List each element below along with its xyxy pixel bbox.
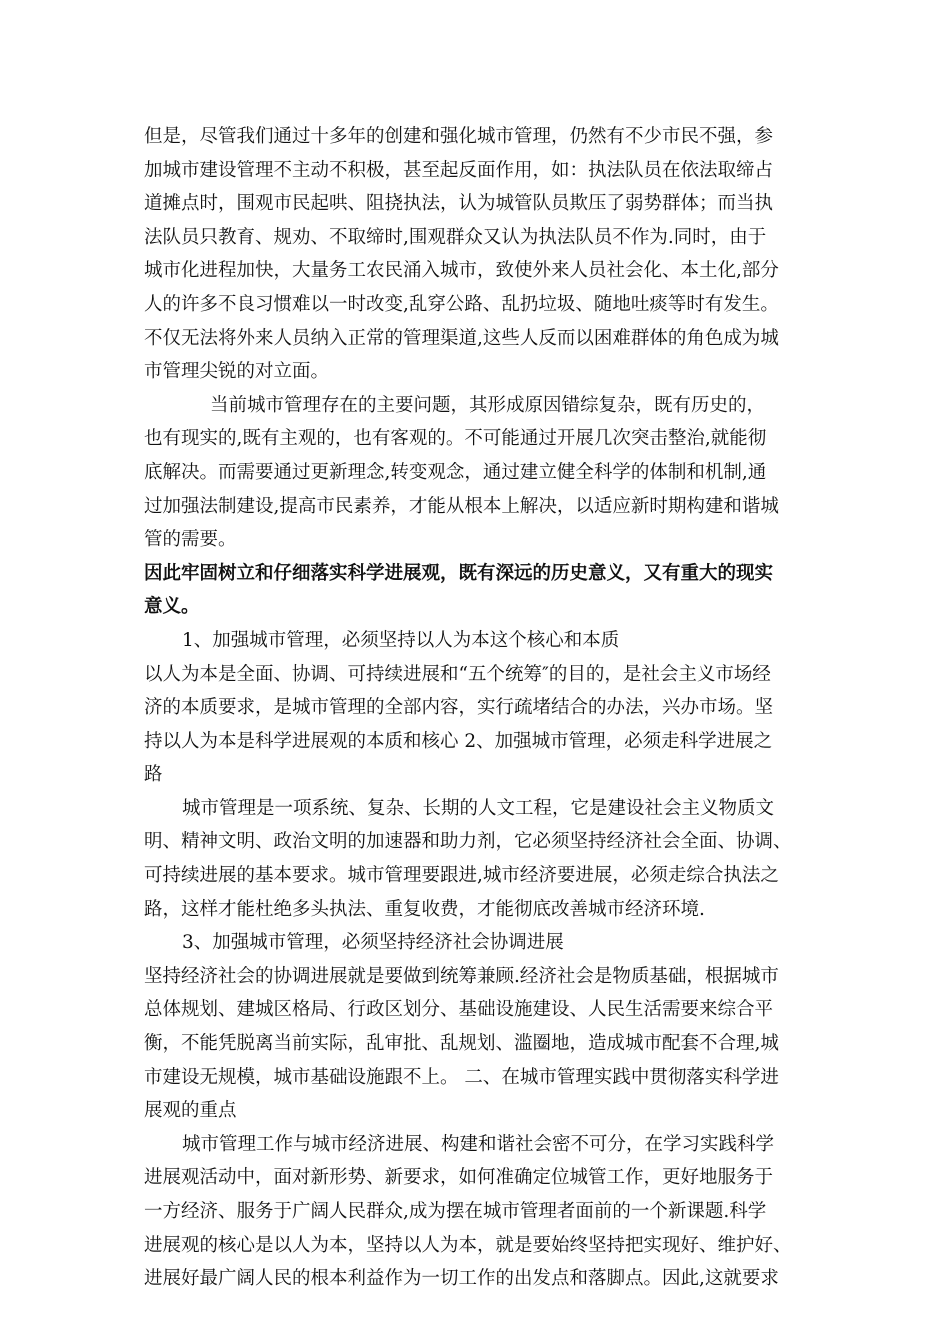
text-line: 一方经济、服务于广阔人民群众,成为摆在城市管理者面前的一个新课题.科学 [144, 1201, 767, 1222]
text-line: 济的本质要求，是城市管理的全部内容，实行疏堵结合的办法，兴办市场。坚 [144, 697, 774, 719]
text-line: 城市管理是一项系统、复杂、长期的人文工程，它是建设社会主义物质文 [182, 797, 775, 819]
bold-text-line: 意义。 [144, 596, 200, 618]
text-line: 城市管理工作与城市经济进展、构建和谐社会密不可分，在学习实践科学 [182, 1133, 775, 1155]
text-line: 路，这样才能杜绝多头执法、重复收费，才能彻底改善城市经济环境. [144, 898, 705, 920]
bold-text-line: 因此牢固树立和仔细落实科学进展观，既有深远的历史意义，又有重大的现实 [144, 562, 774, 584]
text-line: 进展好最广阔人民的根本利益作为一切工作的出发点和落脚点。因此,这就要求 [144, 1268, 779, 1290]
text-line: 以人为本是全面、协调、可持续进展和“五个统筹″的目的，是社会主义市场经 [144, 663, 771, 685]
text-line: 当前城市管理存在的主要问题，其形成原因错综复杂，既有历史的， [210, 394, 766, 416]
text-line: 明、精神文明、政治文明的加速器和助力剂，它必须坚持经济社会全面、协调、 [144, 831, 792, 853]
text-line: 市建设无规模，城市基础设施跟不上。 二、在城市管理实践中贯彻落实科学进 [144, 1066, 779, 1088]
document-body [144, 120, 824, 1296]
text-line: 进展观的核心是以人为本，坚持以人为本，就是要始终坚持把实现好、维护好、 [144, 1234, 792, 1256]
text-line: 可持续进展的基本要求。城市管理要跟进,城市经济要进展，必须走综合执法之 [144, 865, 779, 887]
text-line: 加城市建设管理不主动不积极，甚至起反面作用，如：执法队员在依法取缔占 [144, 159, 774, 181]
text-line: 1、加强城市管理，必须坚持以人为本这个核心和本质 [182, 629, 620, 651]
text-line: 底解决。而需要通过更新理念,转变观念，通过建立健全科学的体制和机制,通 [144, 461, 767, 483]
text-line: 道摊点时，围观市民起哄、阻挠执法，认为城管队员欺压了弱势群体；而当执 [144, 193, 774, 215]
text-line: 城市化进程加快，大量务工农民涌入城市，致使外来人员社会化、本土化,部分 [144, 260, 779, 282]
text-line: 3、加强城市管理，必须坚持经济社会协调进展 [182, 932, 564, 954]
text-line: 不仅无法将外来人员纳入正常的管理渠道,这些人反而以困难群体的角色成为城 [144, 327, 779, 349]
text-line: 路 [144, 764, 163, 786]
text-line: 也有现实的,既有主观的，也有客观的。不可能通过开展几次突击整治,就能彻 [144, 428, 767, 450]
text-line: 法队员只教育、规劝、不取缔时,围观群众又认为执法队员不作为.同时，由于 [144, 226, 767, 248]
text-line: 持以人为本是科学进展观的本质和核心 2、加强城市管理，必须走科学进展之 [144, 730, 773, 752]
text-line: 衡，不能凭脱离当前实际，乱审批、乱规划、滥圈地，造成城市配套不合理,城 [144, 1033, 779, 1055]
text-line: 总体规划、建城区格局、行政区划分、基础设施建设、人民生活需要来综合平 [144, 999, 774, 1021]
text-line: 人的许多不良习惯难以一时改变,乱穿公路、乱扔垃圾、随地吐痰等时有发生。 [144, 293, 779, 315]
text-line: 市管理尖锐的对立面。 [144, 361, 330, 383]
text-line: 管的需要。 [144, 529, 237, 551]
text-line: 坚持经济社会的协调进展就是要做到统筹兼顾.经济社会是物质基础，根据城市 [144, 965, 779, 987]
text-line: 进展观活动中，面对新形势、新要求，如何准确定位城管工作，更好地服务于 [144, 1167, 774, 1189]
text-line: 展观的重点 [144, 1100, 237, 1122]
text-line: 过加强法制建设,提高市民素养，才能从根本上解决，以适应新时期构建和谐城 [144, 495, 779, 517]
text-line: 但是，尽管我们通过十多年的创建和强化城市管理，仍然有不少市民不强，参 [144, 126, 774, 147]
